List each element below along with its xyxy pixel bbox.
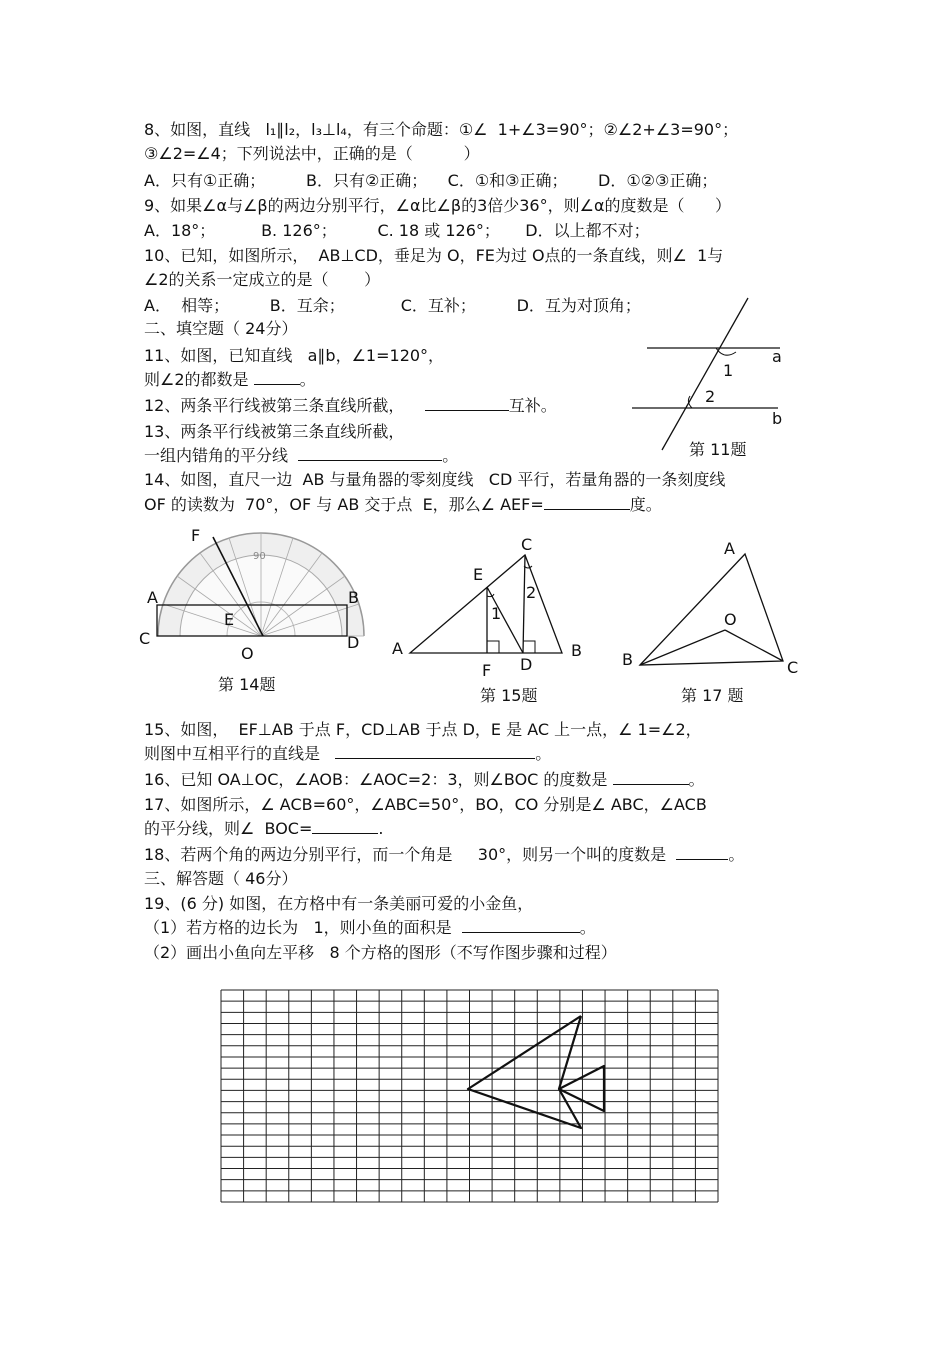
q11-text: 则∠2的都数是 [144, 370, 254, 389]
label-A: A [147, 588, 158, 607]
fish-body [468, 1016, 581, 1128]
q13-answer-blank[interactable] [298, 446, 442, 461]
q17-text: 的平分线，则∠ BOC= [144, 819, 313, 838]
q16-line [144, 770, 705, 790]
q8-line1: 8、如图，直线 l₁∥l₂，l₃⊥l₄，有三个命题：①∠ 1+∠3=90°；②∠2+∠3=90°； [144, 120, 739, 139]
q11-answer-blank[interactable] [254, 370, 300, 385]
label-B: B [622, 650, 633, 669]
q10-line2: ∠2的关系一定成立的是（ ） [144, 270, 381, 289]
label-angle-2: 2 [526, 583, 537, 602]
label-E: E [473, 565, 484, 584]
segment-CD [523, 555, 525, 653]
q10-line1: 10、已知，如图所示， AB⊥CD，垂足为 O，FE为过 O点的一条直线，则∠ 1与 [144, 246, 724, 265]
label-B: B [348, 588, 359, 607]
q19-end: 。 [579, 918, 596, 937]
label-E: E [224, 610, 235, 629]
q18-text: 18、若两个角的两边分别平行，而一个角是 30°，则另一个叫的度数是 [144, 845, 677, 864]
goldfish-figure [468, 1016, 604, 1128]
q15-line1: 15、如图， EF⊥AB 于点 F，CD⊥AB 于点 D，E 是 AC 上一点，∠ 1=∠2， [144, 720, 702, 739]
q15-end: 。 [535, 744, 552, 763]
caption-fig17: 第 17 题 [681, 686, 744, 705]
q11-line1: 11、如图，已知直线 a∥b，∠1=120°， [144, 346, 445, 365]
q11-end: 。 [299, 370, 316, 389]
q19-line1: 19、(6 分) 如图，在方格中有一条美丽可爱的小金鱼， [144, 894, 534, 913]
label-C: C [139, 629, 151, 648]
triangle-ABC [410, 555, 562, 653]
q14-line2 [144, 495, 662, 515]
q16-end: 。 [688, 770, 705, 789]
section-solve-heading: 三、解答题（ 46分） [144, 869, 298, 888]
q19-line3: （2）画出小鱼向左平移 8 个方格的图形（不写作图步骤和过程） [144, 943, 617, 962]
label-B: B [571, 641, 582, 660]
q18-answer-blank[interactable] [676, 845, 728, 860]
label-A: A [724, 539, 735, 558]
q12-end: 互补。 [508, 396, 557, 415]
q8-line2: ③∠2=∠4；下列说法中，正确的是（ ） [144, 144, 480, 163]
q17-line1: 17、如图所示，∠ ACB=60°，∠ABC=50°，BO，CO 分别是∠ ABC，∠ACB [144, 795, 707, 814]
label-D: D [520, 655, 533, 674]
label-angle-2: 2 [705, 387, 716, 406]
label-C: C [787, 658, 799, 677]
q10-options: A． 相等； B．互余； C．互补； D．互为对顶角； [144, 296, 641, 315]
figure-17 [615, 535, 815, 685]
label-A: A [392, 639, 403, 658]
q12-answer-blank[interactable] [425, 396, 509, 411]
label-b: b [772, 409, 783, 428]
q13-end: 。 [442, 446, 459, 465]
fish-tail [559, 1066, 604, 1111]
triangle-ABC [640, 554, 783, 665]
label-F: F [482, 661, 492, 680]
q12-line [144, 396, 557, 416]
q19-line2 [144, 918, 596, 938]
q15-text: 则图中互相平行的直线是 [144, 744, 336, 763]
right-angle-D [523, 641, 535, 653]
q15-answer-blank[interactable] [335, 744, 535, 759]
q19-text: （1）若方格的边长为 1，则小鱼的面积是 [144, 918, 462, 937]
q11-line2 [144, 370, 316, 390]
q8-options: A．只有①正确； B．只有②正确； C．①和③正确； D．①②③正确； [144, 171, 718, 190]
q14-text: OF 的读数为 70°，OF 与 AB 交于点 E，那么∠ AEF= [144, 495, 544, 514]
caption-fig11: 第 11题 [689, 440, 747, 459]
label-angle-1: 1 [491, 604, 502, 623]
q15-line2 [144, 744, 551, 764]
q16-answer-blank[interactable] [613, 770, 689, 785]
q18-end: 。 [728, 845, 745, 864]
q13-line1: 13、两条平行线被第三条直线所截， [144, 422, 405, 441]
fish-grid [220, 989, 720, 1203]
label-F: F [191, 526, 201, 545]
segment-BO [640, 630, 725, 665]
q17-answer-blank[interactable] [312, 819, 378, 834]
figure-14 [135, 525, 375, 670]
figure-15 [390, 530, 590, 680]
q13-text: 一组内错角的平分线 [144, 446, 299, 465]
label-O: O [724, 610, 737, 629]
q13-line2 [144, 446, 458, 466]
q17-end: . [378, 819, 384, 838]
q17-line2 [144, 819, 383, 839]
label-C: C [521, 535, 533, 554]
q19-answer-blank[interactable] [462, 918, 580, 933]
transversal [662, 298, 748, 450]
q12-text: 12、两条平行线被第三条直线所截， [144, 396, 425, 415]
q14-line1: 14、如图，直尺一边 AB 与量角器的零刻度线 CD 平行，若量角器的一条刻度线 [144, 470, 726, 489]
section-fill-in-heading: 二、填空题（ 24分） [144, 319, 298, 338]
label-a: a [772, 347, 782, 366]
label-D: D [347, 633, 360, 652]
right-angle-F [487, 641, 499, 653]
q14-end: 度。 [629, 495, 662, 514]
q18-line [144, 845, 744, 865]
label-angle-1: 1 [723, 361, 734, 380]
q14-answer-blank[interactable] [544, 495, 630, 510]
q9-options: A．18°； B. 126°； C. 18 或 126°； D．以上都不对； [144, 221, 650, 240]
grid-lines [221, 990, 718, 1202]
caption-fig15: 第 15题 [480, 686, 538, 705]
q9-line: 9、如果∠α与∠β的两边分别平行，∠α比∠β的3倍少36°，则∠α的度数是（ ） [144, 196, 732, 215]
caption-fig14: 第 14题 [218, 675, 276, 694]
q16-text: 16、已知 OA⊥OC，∠AOB：∠AOC=2：3，则∠BOC 的度数是 [144, 770, 613, 789]
protractor-90-mark: 90 [253, 551, 266, 562]
label-O: O [241, 644, 254, 663]
